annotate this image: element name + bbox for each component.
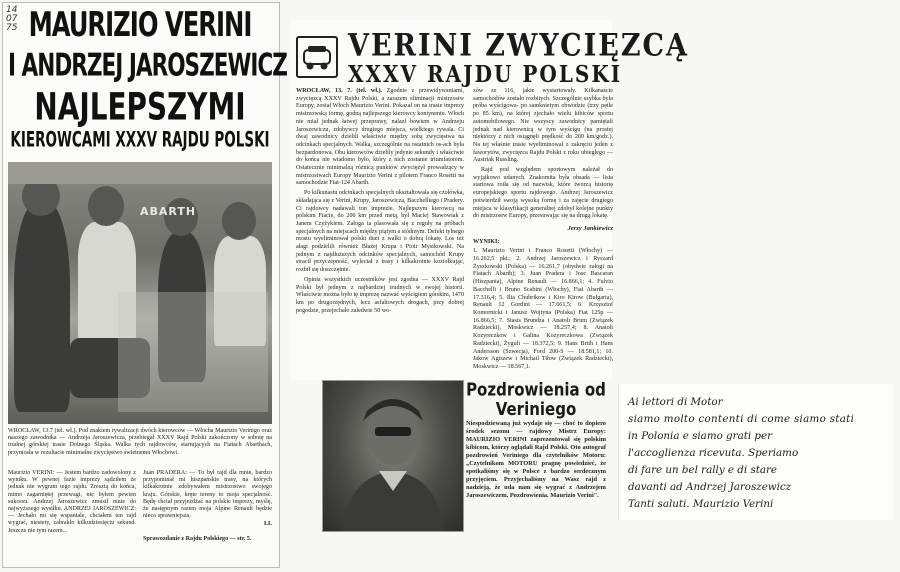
handwritten-date: 14 07 75: [6, 5, 18, 33]
headline-line-4: KIEROWCAMI XXXV RAJDU POLSKI: [10, 126, 270, 153]
handwritten-note: [628, 394, 890, 513]
article-paragraph-2: Po kilkunastu odcinkach specjalnych ukształtowała się czołówka, składająca się z Verini, Krupy, Jaroszewicza, Bacchelliego i Pradery. Ci rajdowcy nadawali ton imprezie. Najlepszym kierowcą na polskim Fiacie, do 200 km przed metą, był Maciej Stawowiak z Janem Czyżykiem. Załoga ta plasowała się z reguły na próbach specjalnych na miejscach między piątym a siódmym. Defekt tylnego mostu wyeliminował polski duet z walki o dobrą lokatę. Los też ałagi podzielili również Błażej Krupa i Piotr Mystkowski. Na jednym z najdłuższych odcinków specjalnych, samochód Krupy stracił przyczepność, wyleciał z trasy i kilkakrotnie koziołkując, rozbił się doszczętnie.: [296, 190, 464, 274]
verini-portrait-photo: [322, 380, 464, 532]
note-line: l'accoglienza ricevuta. Speriamo: [628, 447, 799, 459]
article-paragraph-1: Zgodnie z przewidywaniami, zwycięzcą XXXV Rajdu Polski, a zarazem eliminacji mistrzostw Europy, został Włoch Maurizio Verini. Pokazał on na trasie imprezy mistrzowską formę, godną najlepszego kierowcy kontynentu. Włoch nie miał jednak łatwej przeprawy, nalazł bowiem w Andrzeju Jaroszewiczu, zdobywcy drugiego miejsca, wielkiego rywala. Ci dwaj zawodnicy dzielili właściwie między sobą zwycięstwa na odcinkach specjalnych. Walka, szczególnie na ostatnich os-ach była bezpardonowa. Obu kierowców dzielily jedynie sekundy i właściwie do końca nie wiadomo było, który z nich zostanie triumfatorem. Ostatecznie minimalną różnicą punktów zwyciężył prowadzący w mistrzostwach Europy Maurizio Verini z pilotem Franco Rosetti na samochodzie Fiat-124 Abarth.: [296, 88, 464, 187]
pradera-quote: Juan PRADERA: — To był rajd dla mnie, bardzo przypominał mi hiszpańskie trasy, na których kilkakrotnie zdobywałem mistrzostwo swojego kraju. Górskie, kręte tereny to moja specjalność. Będę chciał przyjeżdżać na polskie imprezy, myślę, że następnym razem moja Alpine Renault będzie nieco sprawniejsza.: [143, 470, 272, 520]
drivers-group-photo: [8, 162, 272, 424]
article-author: Jerzy Jankiewicz: [567, 224, 613, 232]
note-line: Ai lettori di Motor: [628, 396, 723, 408]
greetings-title: Pozdrowienia od Veriniego: [466, 378, 606, 420]
note-line: davanti ad Andrzej Jaroszewicz: [628, 481, 792, 493]
car-steering-logo: [296, 36, 338, 78]
greetings-body: Niespodziewaną już wydaje się — choć to dopiero środek sezonu — rajdowy Mistrz Europy: MAURIZIO VERINI zaprezentował się polskim kibicom, którzy oglądali Rajd Polski. Oto autograf pozdrowień Veriniego dla czytelników Motoru: „Czytelnikom MOTORU pragnę powiedzieć, że spotkaliśmy się w Polsce z bardzo serdecznym przyjęciem. Przyjechaliśmy na Wasz rajd z nadzieją, że uda nam się wygrać z Andrzejem Jaroszewiczem. Pozdrowienia. Maurizio Verini".: [466, 420, 606, 499]
main-title-line-1: VERINI ZWYCIĘZCĄ: [348, 28, 689, 64]
article-paragraph-3: Opinia wszystkich uczestników jest zgodna — XXXV Rajd Polski był jednym z najbardziej trudnych w swojej historii. Właściwie można było tę imprezę nazwać wyścigiem górskim, 1470 km po drugorzędnych, lecz asfaltowych drogach, przy dobrej pogodzie, przejechało zaledwie 50 wo-: [296, 276, 464, 314]
left-interview-column-2: [143, 470, 272, 543]
abarth-car-label: ABARTH: [140, 205, 197, 218]
left-report-footer: Sprawozdanie z Rajdu Polskiego — str. 5.: [143, 535, 252, 542]
headline-line-2: I ANDRZEJ JAROSZEWICZ: [8, 47, 287, 84]
note-line: siamo molto contenti di come siamo stati: [628, 413, 855, 425]
left-photo-caption: WROCŁAW, 13.7 (tel. wł.). Pod znakiem rywalizacji dwóch kierowców — Włocha Maurizio Verinigo oraz naszego zawodnika — Andrzeja Jaroszewicza, przebiegał XXXV Rajd Polski zakończony w sobotę na trudnej górskiej trasie Dolnego Śląska. Walka tych rajdowców, startujących na Fiatach Abarthach, przyniosła w rezultacie minimalne zwycięstwo świetnemu Włochowi.: [8, 428, 272, 456]
note-line: in Polonia e siamo grati per: [628, 430, 773, 442]
middle-article-column-2: [473, 88, 613, 372]
results-list: 1. Maurizio Verini i Franco Rosetti (Włochy) — 16.262,5 pkt.; 2. Andrzej Jaroszewicz i Ryszard Żyszkowski (Polska) — 16.261,7 (obydwie załogi na Fiatach Abarth); 3. Juan Pradera i Jose Bascaran (Hiszpania), Alpine Renault — 16.866,1; 4. Fulvio Bacchelli i Bruno Scabini (Włochy), Fiat Abarth — 17.316,4; 5. Ilia Chubrikow i Kiro Kirow (Bułgaria), Renault 12 Gordini — 17.661,5; 6. Krzysztof Komornicki i Janusz Wojtyna (Polska) Fiat 125p — 16.866,5; 7. Stasis Brundza i Anatoli Brum (Związek Radziecki), Moskwicz — 18.257,4; 8. Anatoli Kozyreczkow i Galina Kozyreczkowa (Związek Radziecki), Żyguli — 18.372,5; 9. Hans Brith i Hans Andersson (Szwecja), Ford 200-S — 18.581,1; 10. Jakow Agiszew i Michail Tiłow (Związek Radziecki), Moskwicz — 18.567,1.: [473, 248, 613, 370]
article-paragraph-4: zów ze 116, jakie wystartowały. Kilkanaście samochodów zostało rozbitych. Szczególnie szybka była próba wyścigowa- po samknietym obwodzie (trzy pętle po 85 km), na której zjechało wielu kibiców sportu automobilowego. Nie wszyscy zawodnicy pamiętali jednak nad kierownicą w tym wyścigu (na prostej niektórzy z nich osiągnęli prędkość do 200 km/godz.). Na tej właśnie trasie wyeliminował z zakręciu jeden z faworytów, zwycięzca Rajdu Polski z roku ubiegłego — Austriak Russling.: [473, 88, 613, 164]
article-paragraph-5: Rajd pod względem sportowym należał do wyjątkowo udanych. Znakomita była obsada — lista startowa roiła się od nazwisk, które tworzą historię europejskiego sportu rajdowego. Andrzej Jaroszewicz potwierdził swoją wysoką formę i za zajęcie drugiego miejsca w klasyfikacji generalnej zdobył kolejne punkty do mistrzostw Europy, przesuwając się na drugą lokatę.: [473, 167, 613, 220]
headline-line-3: NAJLEPSZYMI: [34, 86, 246, 130]
left-author-initials: I.I.: [263, 520, 272, 528]
dateline: WROCŁAW, 13. 7. (tel. wł.).: [296, 88, 383, 94]
results-heading: WYNIKI:: [473, 238, 500, 245]
headline-line-1: MAURIZIO VERINI: [28, 6, 252, 45]
note-signature-line: Tanti saluti. Maurizio Verini: [628, 498, 774, 510]
main-title-line-2: XXXV RAJDU POLSKI: [348, 60, 623, 88]
left-interview-column-1: Maurizio VERINI: — Jestem bardzo zadowolony z wyniku. W pewnej fazie imprezy sądziłem że jednak nie wygram tego rajdu. Zresztą do końca, mimo zagarniętej przewagi, nie byłem pewien sukcesu. Andrzej Jaroszewicz zmusił mnie do najwyższego wysiłku. ANDRZEJ JAROSZEWICZ: — Jechało mi się wspaniale, chciałem ten rajd wygrać, niestety, zabrakło kilkudziesięciu sekund. Jeszcze nie tym razem...: [8, 470, 136, 534]
middle-article-column-1: [296, 88, 464, 315]
note-line: di fare un bel rally e di stare: [628, 464, 778, 476]
